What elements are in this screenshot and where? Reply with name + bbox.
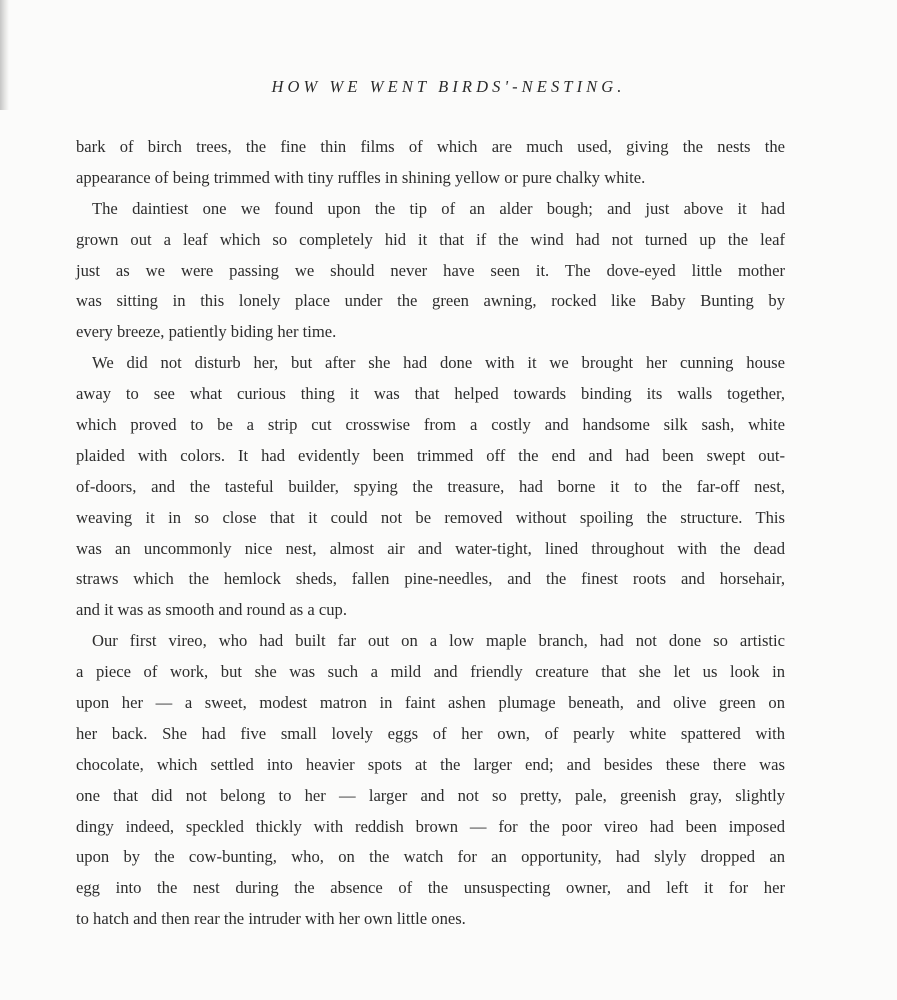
text-line: The daintiest one we found upon the tip of an alder bough; and just above it had: [92, 198, 785, 218]
text-line: of-doors, and the tasteful builder, spying the treasure, had borne it to the far-off nest,: [76, 476, 785, 496]
body-text: [76, 132, 785, 935]
text-line: weaving it in so close that it could not be removed without spoiling the structure. This: [76, 507, 785, 527]
text-line: appearance of being trimmed with tiny ruffles in shining yellow or pure chalky white.: [76, 167, 646, 187]
text-line: her back. She had five small lovely eggs of her own, of pearly white spattered with: [76, 723, 785, 743]
text-line: We did not disturb her, but after she had done with it we brought her cunning house: [92, 353, 785, 373]
running-head: HOW WE WENT BIRDS'-NESTING.: [271, 77, 626, 96]
paragraph-2: [76, 194, 785, 348]
text-line: upon her — a sweet, modest matron in faint ashen plumage beneath, and olive green on: [76, 693, 785, 713]
text-line: every breeze, patiently biding her time.: [76, 322, 337, 342]
text-line: and it was as smooth and round as a cup.: [76, 600, 347, 620]
text-line: straws which the hemlock sheds, fallen pine-needles, and the finest roots and horsehair,: [76, 569, 785, 589]
text-line: which proved to be a strip cut crosswise from a costly and handsome silk sash, white: [76, 415, 785, 435]
text-line: bark of birch trees, the fine thin films of which are much used, giving the nests the: [76, 137, 785, 156]
paragraph-1: [76, 132, 785, 194]
text-line: was sitting in this lonely place under the green awning, rocked like Baby Bunting by: [76, 291, 785, 311]
text-line: chocolate, which settled into heavier spots at the larger end; and besides these there was: [76, 754, 785, 774]
text-line: egg into the nest during the absence of the unsuspecting owner, and left it for her: [76, 878, 785, 898]
text-line: away to see what curious thing it was that helped towards binding its walls together,: [76, 384, 785, 404]
text-line: one that did not belong to her — larger and not so pretty, pale, greenish gray, slightly: [76, 785, 785, 805]
text-line: plaided with colors. It had evidently been trimmed off the end and had been swept out-: [76, 445, 785, 465]
paragraph-4: [76, 626, 785, 935]
text-line: Our first vireo, who had built far out on a low maple branch, had not done so artistic: [92, 631, 785, 651]
text-line: just as we were passing we should never have seen it. The dove-eyed little mother: [76, 260, 785, 280]
text-line: was an uncommonly nice nest, almost air and water-tight, lined throughout with the dead: [76, 538, 785, 558]
paragraph-3: [76, 348, 785, 626]
text-line: upon by the cow-bunting, who, on the watch for an opportunity, had slyly dropped an: [76, 847, 785, 867]
text-line: dingy indeed, speckled thickly with reddish brown — for the poor vireo had been imposed: [76, 816, 785, 836]
text-line: to hatch and then rear the intruder with her own little ones.: [76, 909, 466, 929]
text-line: a piece of work, but she was such a mild and friendly creature that she let us look in: [76, 662, 785, 682]
text-line: grown out a leaf which so completely hid it that if the wind had not turned up the leaf: [76, 229, 785, 249]
